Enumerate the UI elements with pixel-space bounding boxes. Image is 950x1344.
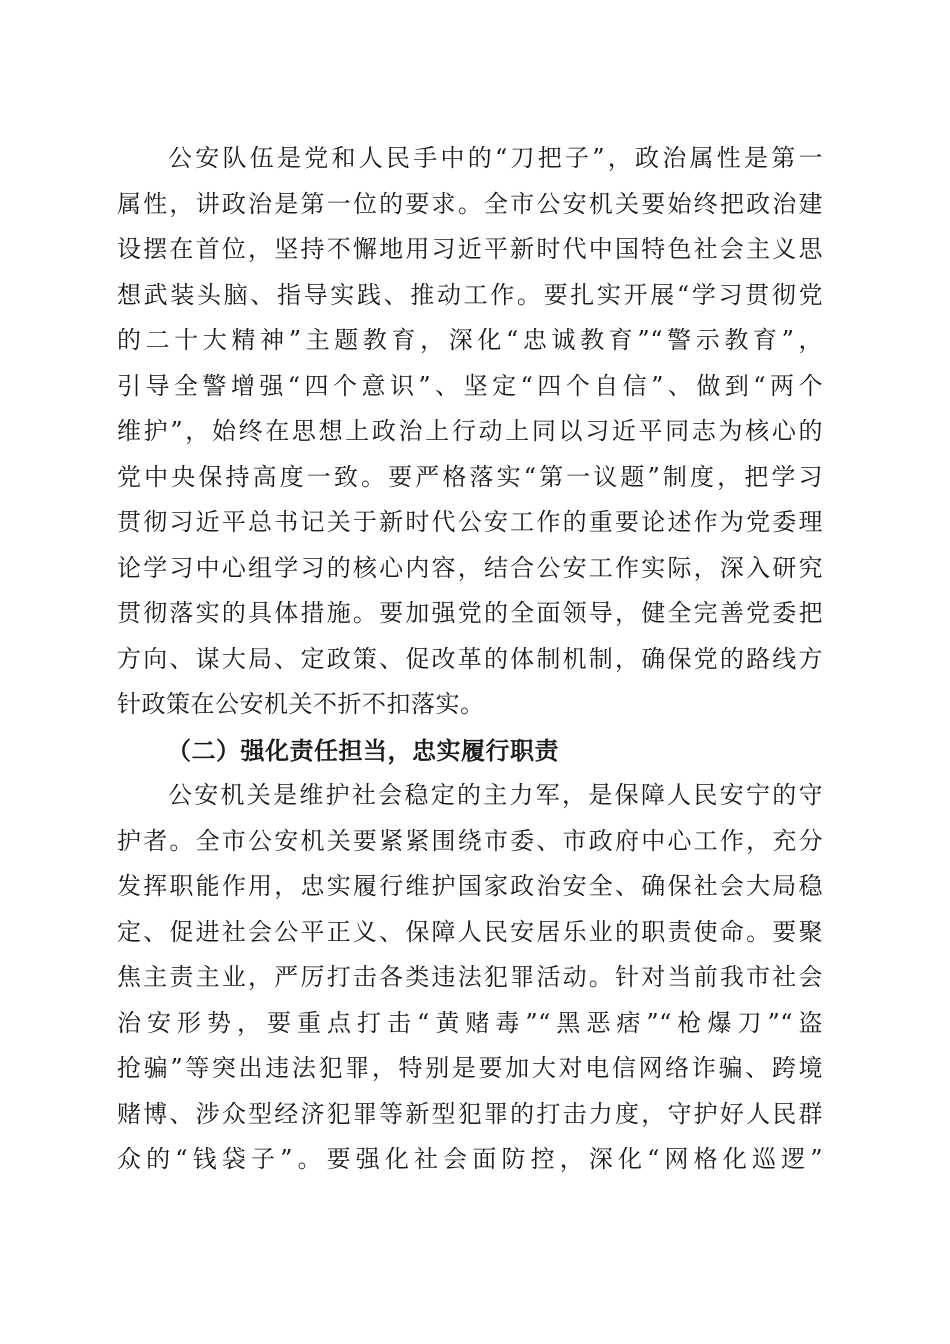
paragraph-line: 贯彻习近平总书记关于新时代公安工作的重要论述作为党委理	[117, 508, 823, 536]
paragraph-line: 方向、谋大局、定政策、促改革的体制机制，确保党的路线方	[117, 644, 823, 673]
paragraph-line: 护者。全市公安机关要紧紧围绕市委、市政府中心工作，充分	[117, 826, 823, 855]
paragraph-line: 设摆在首位，坚持不懈地用习近平新时代中国特色社会主义思	[117, 235, 823, 263]
section-heading: （二）强化责任担当，忠实履行职责	[167, 735, 559, 765]
paragraph-line: 论学习中心组学习的核心内容，结合公安工作实际，深入研究	[117, 553, 823, 582]
paragraph-line: 抢骗”等突出违法犯罪，特别是要加大对电信网络诈骗、跨境	[117, 1054, 823, 1082]
paragraph-line: 针政策在公安机关不折不扣落实。	[117, 690, 485, 718]
paragraph-line: 属性，讲政治是第一位的要求。全市公安机关要始终把政治建	[117, 189, 823, 218]
paragraph-political-building	[117, 136, 823, 728]
paragraph-line: 定、促进社会公平正义、保障人民安居乐业的职责使命。要聚	[117, 917, 823, 946]
paragraph-responsibility	[117, 773, 823, 1183]
paragraph-line: 贯彻落实的具体措施。要加强党的全面领导，健全完善党委把	[117, 599, 823, 627]
paragraph-line: 焦主责主业，严厉打击各类违法犯罪活动。针对当前我市社会	[117, 963, 823, 991]
paragraph-line: 治安形势，要重点打击“黄赌毒”“黑恶痞”“枪爆刀”“盗	[117, 1008, 823, 1037]
paragraph-line: 引导全警增强“四个意识”、坚定“四个自信”、做到“两个	[117, 371, 823, 400]
paragraph-line: 众的“钱袋子”。要强化社会面防控，深化“网格化巡逻”	[117, 1145, 823, 1173]
paragraph-line: 赌博、涉众型经济犯罪等新型犯罪的打击力度，守护好人民群	[117, 1099, 823, 1128]
paragraph-line: 维护”，始终在思想上政治上行动上同以习近平同志为核心的	[117, 417, 823, 445]
paragraph-line: 公安队伍是党和人民手中的“刀把子”，政治属性是第一	[168, 144, 823, 172]
document-body	[117, 136, 823, 1183]
paragraph-line: 党中央保持高度一致。要严格落实“第一议题”制度，把学习	[117, 462, 823, 491]
paragraph-line: 想武装头脑、指导实践、推动工作。要扎实开展“学习贯彻党	[117, 280, 823, 309]
paragraph-line: 发挥职能作用，忠实履行维护国家政治安全、确保社会大局稳	[117, 872, 823, 900]
paragraph-line: 的二十大精神”主题教育，深化“忠诚教育”“警示教育”，	[117, 326, 823, 354]
paragraph-line: 公安机关是维护社会稳定的主力军，是保障人民安宁的守	[168, 781, 823, 809]
